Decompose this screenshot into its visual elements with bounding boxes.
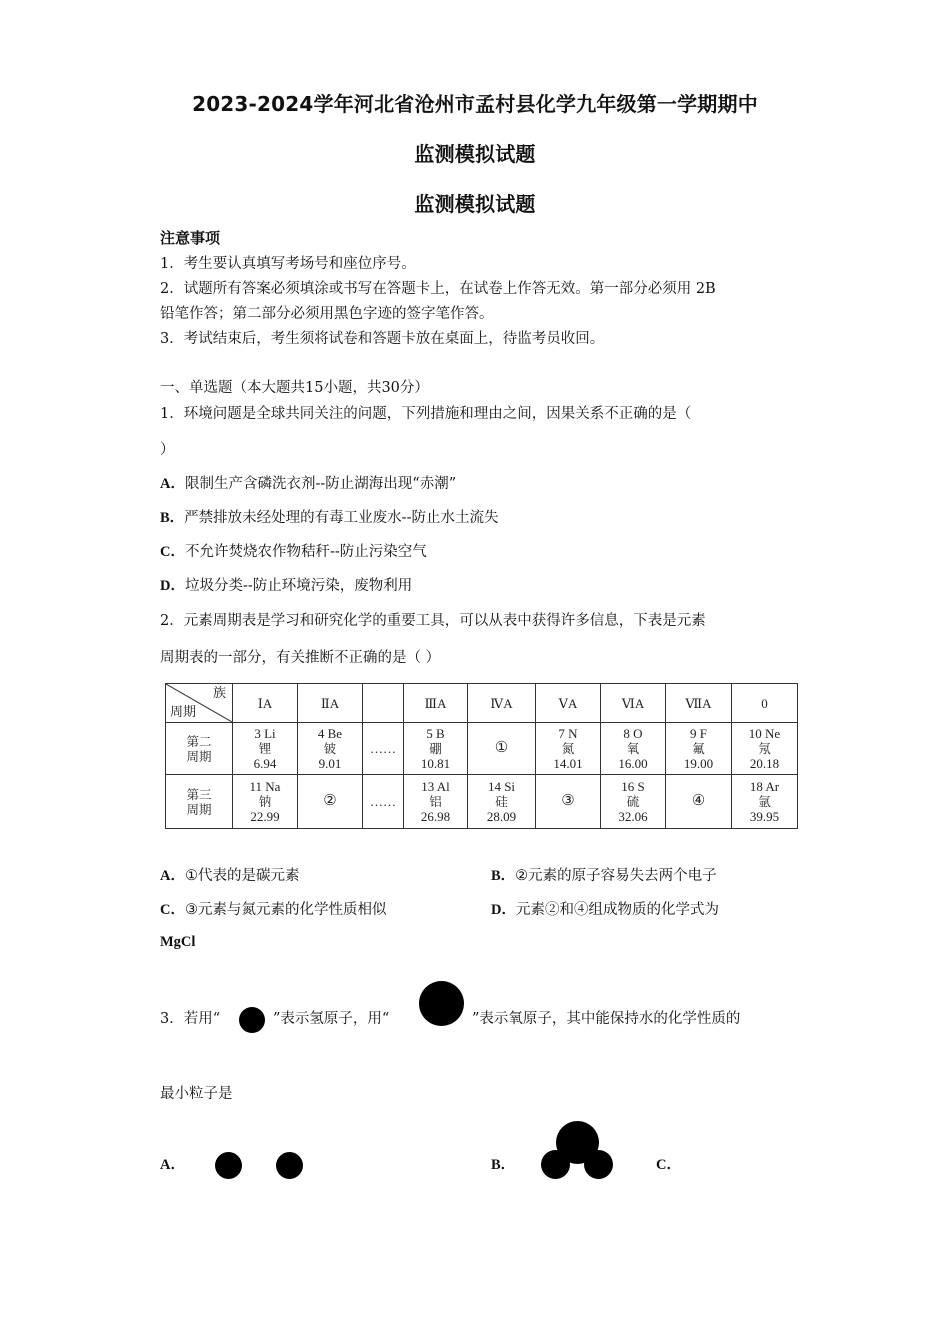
option-text: 元素②和④组成物质的化学式为: [515, 902, 719, 918]
hydrogen-atom-icon: [584, 1150, 613, 1179]
option-text: 限制生产含磷洗衣剂--防止湖海出现“赤潮”: [184, 476, 457, 492]
ellipsis-cell: ……: [363, 723, 404, 775]
q2-option-b[interactable]: [491, 864, 717, 885]
group-header: ⅥA: [601, 684, 666, 723]
table-row-period-3: [166, 775, 798, 829]
q2-option-d[interactable]: [491, 898, 719, 919]
q2-option-c[interactable]: [160, 898, 386, 919]
notice-item-2: 2．试题所有答案必须填涂或书写在答题卡上，在试卷上作答无效。第一部分必须用 2B: [160, 281, 716, 297]
ellipsis-cell: ……: [363, 775, 404, 829]
exam-title-line1: 2023-2024学年河北省沧州市孟村县化学九年级第一学期期中: [192, 92, 758, 116]
element-cell-si: 14 Si 硅 28.09: [468, 775, 536, 829]
element-cell-f: 9 F 氟 19.00: [666, 723, 732, 775]
q2-option-a[interactable]: [160, 864, 299, 885]
element-cell-li: 3 Li 锂 6.94: [233, 723, 298, 775]
group-header: ⅡA: [298, 684, 363, 723]
exam-title-line2: 监测模拟试题: [414, 142, 536, 166]
periodic-table-excerpt: [165, 683, 798, 829]
option-label: D．: [491, 902, 516, 918]
q1-option-d[interactable]: [160, 574, 412, 595]
group-header: 0: [732, 684, 798, 723]
element-cell-o: 8 O 氧 16.00: [601, 723, 666, 775]
group-header: ⅣA: [468, 684, 536, 723]
q1-option-c[interactable]: [160, 540, 427, 561]
q1-option-b[interactable]: [160, 506, 498, 527]
option-label: A．: [160, 476, 185, 492]
group-header: ⅤA: [536, 684, 601, 723]
option-text: 不允许焚烧农作物秸秆--防止污染空气: [184, 544, 427, 560]
option-label: B．: [160, 510, 185, 526]
element-cell-be: 4 Be 铍 9.01: [298, 723, 363, 775]
unknown-element-1: ①: [468, 723, 536, 775]
element-cell-s: 16 S 硫 32.06: [601, 775, 666, 829]
hydrogen-atom-icon: [215, 1152, 242, 1179]
option-label: B．: [491, 868, 516, 884]
unknown-element-4: ④: [666, 775, 732, 829]
option-label: D．: [160, 578, 185, 594]
q3-stem-cont: 最小粒子是: [160, 1086, 233, 1102]
q1-option-a[interactable]: [160, 472, 456, 493]
element-cell-ne: 10 Ne 氖 20.18: [732, 723, 798, 775]
option-text: 垃圾分类--防止环境污染，废物利用: [184, 578, 413, 594]
group-header: ⅦA: [666, 684, 732, 723]
notice-item-2-cont: 铅笔作答；第二部分必须用黑色字迹的签字笔作答。: [160, 306, 494, 322]
oxygen-atom-icon: [419, 981, 464, 1026]
hydrogen-atom-icon: [276, 1152, 303, 1179]
unknown-element-3: ③: [536, 775, 601, 829]
element-cell-na: 11 Na 钠 22.99: [233, 775, 298, 829]
group-header: ⅢA: [404, 684, 468, 723]
hydrogen-atom-icon: [541, 1150, 570, 1179]
period-label: 第三 周期: [166, 775, 233, 829]
q2-stem: 2．元素周期表是学习和研究化学的重要工具，可以从表中获得许多信息，下表是元素: [160, 613, 706, 629]
unknown-element-2: ②: [298, 775, 363, 829]
table-corner-cell: [166, 684, 233, 723]
notice-heading: 注意事项: [160, 229, 221, 247]
option-label: A．: [160, 868, 185, 884]
element-cell-n: 7 N 氮 14.01: [536, 723, 601, 775]
element-cell-ar: 18 Ar 氩 39.95: [732, 775, 798, 829]
group-header: [363, 684, 404, 723]
option-text: ②元素的原子容易失去两个电子: [515, 868, 717, 884]
q3-option-b-label[interactable]: B．: [491, 1157, 516, 1173]
notice-item-3: 3．考试结束后，考生须将试卷和答题卡放在桌面上，待监考员收回。: [160, 331, 605, 347]
option-text: ③元素与氮元素的化学性质相似: [184, 902, 387, 918]
exam-title-line3: 监测模拟试题: [414, 192, 536, 216]
q3-stem-part3: ”表示氧原子，其中能保持水的化学性质的: [472, 1011, 741, 1027]
hydrogen-atom-icon: [239, 1007, 265, 1033]
q2-option-d-cont: MgCl: [160, 934, 196, 950]
section-heading: 一、单选题（本大题共15小题，共30分）: [160, 380, 429, 396]
corner-period-label: 周期: [170, 705, 197, 720]
group-header: ⅠA: [233, 684, 298, 723]
q3-stem-part1: 3．若用“: [160, 1011, 221, 1027]
option-label: C．: [160, 544, 185, 560]
q3-stem-part2: ”表示氢原子，用“: [273, 1011, 390, 1027]
table-row-period-2: [166, 723, 798, 775]
element-cell-al: 13 Al 铝 26.98: [404, 775, 468, 829]
corner-group-label: 族: [212, 686, 226, 701]
element-cell-b: 5 B 硼 10.81: [404, 723, 468, 775]
period-label: 第二 周期: [166, 723, 233, 775]
table-header-row: [166, 684, 798, 723]
q3-option-a-label[interactable]: A．: [160, 1157, 185, 1173]
option-text: 严禁排放未经处理的有毒工业废水--防止水土流失: [184, 510, 499, 526]
q1-stem-cont: ）: [160, 442, 175, 458]
option-label: C．: [160, 902, 185, 918]
option-text: ①代表的是碳元素: [184, 868, 300, 884]
q2-stem-cont: 周期表的一部分，有关推断不正确的是（ ）: [160, 650, 441, 666]
q1-stem: 1．环境问题是全球共同关注的问题，下列措施和理由之间，因果关系不正确的是（: [160, 406, 692, 422]
notice-item-1: 1．考生要认真填写考场号和座位序号。: [160, 256, 416, 272]
q3-option-c-label[interactable]: C．: [656, 1157, 681, 1173]
